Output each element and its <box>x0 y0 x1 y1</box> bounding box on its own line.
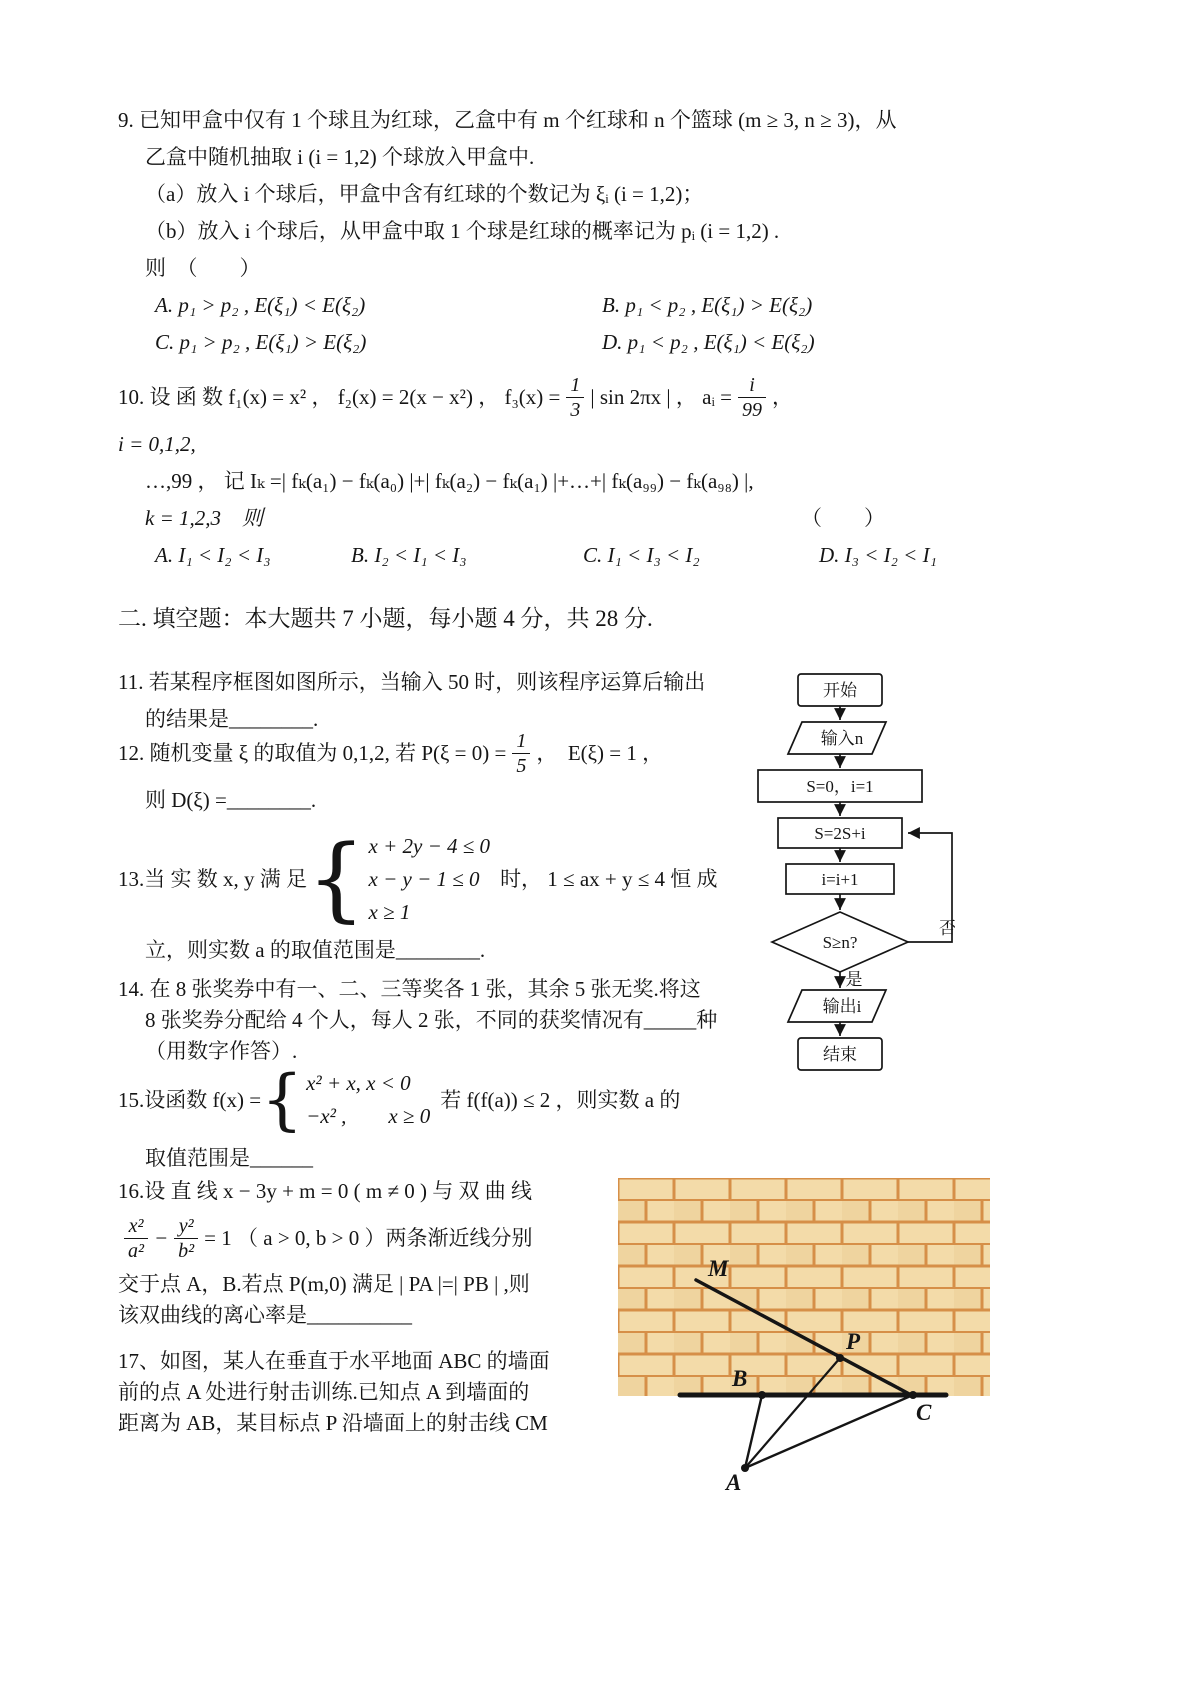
fraction-numerator: x² <box>128 1214 144 1237</box>
label-B: B <box>732 1366 748 1391</box>
geometry-figure <box>618 1178 990 1492</box>
q15-case-2: −x² , x ≥ 0 <box>306 1104 431 1128</box>
point-P <box>836 1354 844 1362</box>
fraction-y2-b2 <box>174 1214 198 1263</box>
q9-line-5: 则 （ ） <box>145 256 261 280</box>
q9-option-c: C. p₁ > p₂ , E(ξ₁) > E(ξ₂) <box>155 330 367 354</box>
q15-pre-text: 15.设函数 f(x) = <box>118 1087 262 1112</box>
q15-piecewise-row <box>118 1060 783 1140</box>
q15-line-2: 取值范围是______ <box>145 1146 313 1170</box>
point-A <box>741 1464 749 1472</box>
q10-options-row <box>118 537 1098 574</box>
q9-option-a: A. p₁ > p₂ , E(ξ₁) < E(ξ₂) <box>155 293 366 317</box>
q13-system-line-2: x − y − 1 ≤ 0 <box>368 866 480 891</box>
q17-line-3: 距离为 AB，某目标点 P 沿墙面上的射击线 CM <box>118 1411 548 1435</box>
q14-line-1: 14. 在 8 张奖券中有一、二、三等奖各 1 张，其余 5 张无奖.将这 <box>118 977 701 1001</box>
q10-line-4 <box>118 500 885 537</box>
q9-options-row-1 <box>118 287 1088 324</box>
q15-case-1: x² + x, x < 0 <box>306 1071 411 1095</box>
q9-option-b: B. p₁ < p₂ , E(ξ₁) > E(ξ₂) <box>602 293 813 317</box>
point-B <box>758 1391 766 1399</box>
flowchart-input-label: 输入n <box>820 729 864 748</box>
flowchart-figure <box>750 666 975 1078</box>
q10-option-b: B. I₂ < I₁ < I₃ <box>351 543 467 567</box>
q16-line-1: 16.设 直 线 x − 3y + m = 0 ( m ≠ 0 ) 与 双 曲 线 <box>118 1179 532 1203</box>
q12-line-1-text-a: 12. 随机变量 ξ 的取值为 0,1,2, 若 P(ξ = 0) = <box>118 740 507 765</box>
q10-line-3: …,99 ， 记 Iₖ =| fₖ(a₁) − fₖ(a₀) |+| fₖ(a₂) − fₖ(a₁) |+…+| fₖ(a₉₉) − fₖ(a₉₈) |, <box>145 469 754 493</box>
fraction-one-third <box>566 373 584 422</box>
question-10 <box>118 368 1098 574</box>
q9-line-3: （a）放入 i 个球后，甲盒中含有红球的个数记为 ξᵢ (i = 1,2)； <box>145 182 704 206</box>
point-C <box>909 1391 917 1399</box>
q16-line-2-text: = 1 （ a > 0, b > 0 ）两条渐近线分别 <box>204 1225 533 1250</box>
label-P: P <box>846 1329 861 1354</box>
q10-line-1 <box>118 368 1098 426</box>
q12-line-1-text-b: ， E(ξ) = 1 ， <box>536 740 664 765</box>
q10-line-2: i = 0,1,2, <box>118 432 196 456</box>
q14-line-3: （用数字作答）. <box>145 1039 298 1063</box>
fraction-denominator: a² <box>124 1238 148 1263</box>
geometry-svg <box>618 1178 990 1492</box>
q9-options-row-2 <box>118 324 1088 361</box>
question-14 <box>118 974 773 1067</box>
q16-minus-sign: − <box>154 1225 169 1250</box>
q10-line-4-left: k = 1,2,3 则 <box>145 506 263 530</box>
q11-line-1: 11. 若某程序框图如图所示，当输入 50 时，则该程序运算后输出 <box>118 670 706 694</box>
label-A: A <box>726 1470 742 1492</box>
label-C: C <box>916 1400 932 1425</box>
section-2-header: 二. 填空题：本大题共 7 小题，每小题 4 分，共 28 分. <box>118 606 653 631</box>
flowchart-cond-label: S≥n? <box>822 933 858 952</box>
left-brace: { <box>307 825 366 932</box>
q13-pre-text: 13.当 实 数 x, y 满 足 <box>118 866 307 891</box>
question-16 <box>118 1176 630 1331</box>
left-brace: { <box>261 1061 304 1138</box>
q13-system-line-3: x ≥ 1 <box>368 899 411 924</box>
q13-post-text: 时， 1 ≤ ax + y ≤ 4 恒 成 <box>500 866 718 891</box>
q15-post-text: 若 f(f(a)) ≤ 2 ，则实数 a 的 <box>440 1087 681 1112</box>
q10-option-c: C. I₁ < I₃ < I₂ <box>583 543 700 567</box>
label-M: M <box>708 1256 729 1281</box>
flowchart-no-label: 否 <box>939 919 956 938</box>
q13-line-2: 立，则实数 a 的取值范围是________. <box>145 938 486 962</box>
fraction-numerator: i <box>749 373 755 396</box>
flowchart-loop-label: S=2S+i <box>814 824 866 843</box>
question-15 <box>118 1060 783 1177</box>
q9-line-2: 乙盒中随机抽取 i (i = 1,2) 个球放入甲盒中. <box>145 145 535 169</box>
fraction-denominator: 99 <box>738 397 766 422</box>
q15-piecewise-cases <box>306 1067 430 1133</box>
q9-line-4: （b）放入 i 个球后，从甲盒中取 1 个球是红球的概率记为 pᵢ (i = 1,2) . <box>145 219 780 243</box>
q13-system-line-1: x + 2y − 4 ≤ 0 <box>368 833 491 858</box>
q10-line-1-text-b: | sin 2πx | ， aᵢ = <box>590 384 732 409</box>
q13-system-row <box>118 826 783 932</box>
q13-inequality-system <box>369 830 491 929</box>
flowchart-svg <box>750 666 975 1078</box>
q17-line-1: 17、如图，某人在垂直于水平地面 ABC 的墙面 <box>118 1349 550 1373</box>
q12-line-1 <box>118 724 773 782</box>
fraction-numerator: 1 <box>516 729 527 752</box>
flowchart-incr-label: i=i+1 <box>821 870 859 889</box>
q10-option-d: D. I₃ < I₂ < I₁ <box>819 543 937 567</box>
flowchart-start-label: 开始 <box>823 681 857 700</box>
q14-line-2: 8 张奖券分配给 4 个人，每人 2 张，不同的获奖情况有_____种 <box>145 1008 718 1032</box>
question-17 <box>118 1346 630 1439</box>
q16-line-4: 该双曲线的离心率是__________ <box>118 1303 412 1327</box>
fraction-i-over-99 <box>738 373 766 422</box>
question-13 <box>118 826 783 969</box>
q16-line-3: 交于点 A，B.若点 P(m,0) 满足 | PA |=| PB | ,则 <box>118 1272 530 1296</box>
question-12 <box>118 724 773 819</box>
segment-AC <box>745 1395 913 1468</box>
q10-line-1-text-c: ， <box>771 384 793 409</box>
q11-line-2: 的结果是________. <box>145 707 319 731</box>
q9-line-1: 9. 已知甲盒中仅有 1 个球且为红球，乙盒中有 m 个红球和 n 个篮球 (m ≥ 3, n ≥ 3)，从 <box>118 108 897 132</box>
fraction-x2-a2 <box>124 1214 148 1263</box>
q12-line-2: 则 D(ξ) =________. <box>145 788 317 812</box>
q17-line-2: 前的点 A 处进行射击训练.已知点 A 到墙面的 <box>118 1380 530 1404</box>
fraction-numerator: 1 <box>570 373 581 396</box>
fraction-denominator: b² <box>174 1238 198 1263</box>
flowchart-end-label: 结束 <box>823 1045 857 1064</box>
flowchart-output-label: 输出i <box>822 997 862 1016</box>
q10-line-4-brackets: （ ） <box>801 506 885 530</box>
q16-equation-row <box>118 1207 630 1269</box>
fraction-one-fifth <box>512 729 530 778</box>
fraction-numerator: y² <box>178 1214 194 1237</box>
q9-option-d: D. p₁ < p₂ , E(ξ₁) < E(ξ₂) <box>602 330 815 354</box>
fraction-denominator: 3 <box>566 397 584 422</box>
flowchart-yes-label: 是 <box>845 970 863 989</box>
question-9 <box>118 102 1088 361</box>
q10-option-a: A. I₁ < I₂ < I₃ <box>155 543 271 567</box>
flowchart-init-label: S=0，i=1 <box>806 777 874 796</box>
q10-line-1-text-a: 10. 设 函 数 f₁(x) = x² ， f₂(x) = 2(x − x²) ， f₃(x) = <box>118 384 561 409</box>
fraction-denominator: 5 <box>512 753 530 778</box>
brick-wall <box>618 1178 990 1396</box>
